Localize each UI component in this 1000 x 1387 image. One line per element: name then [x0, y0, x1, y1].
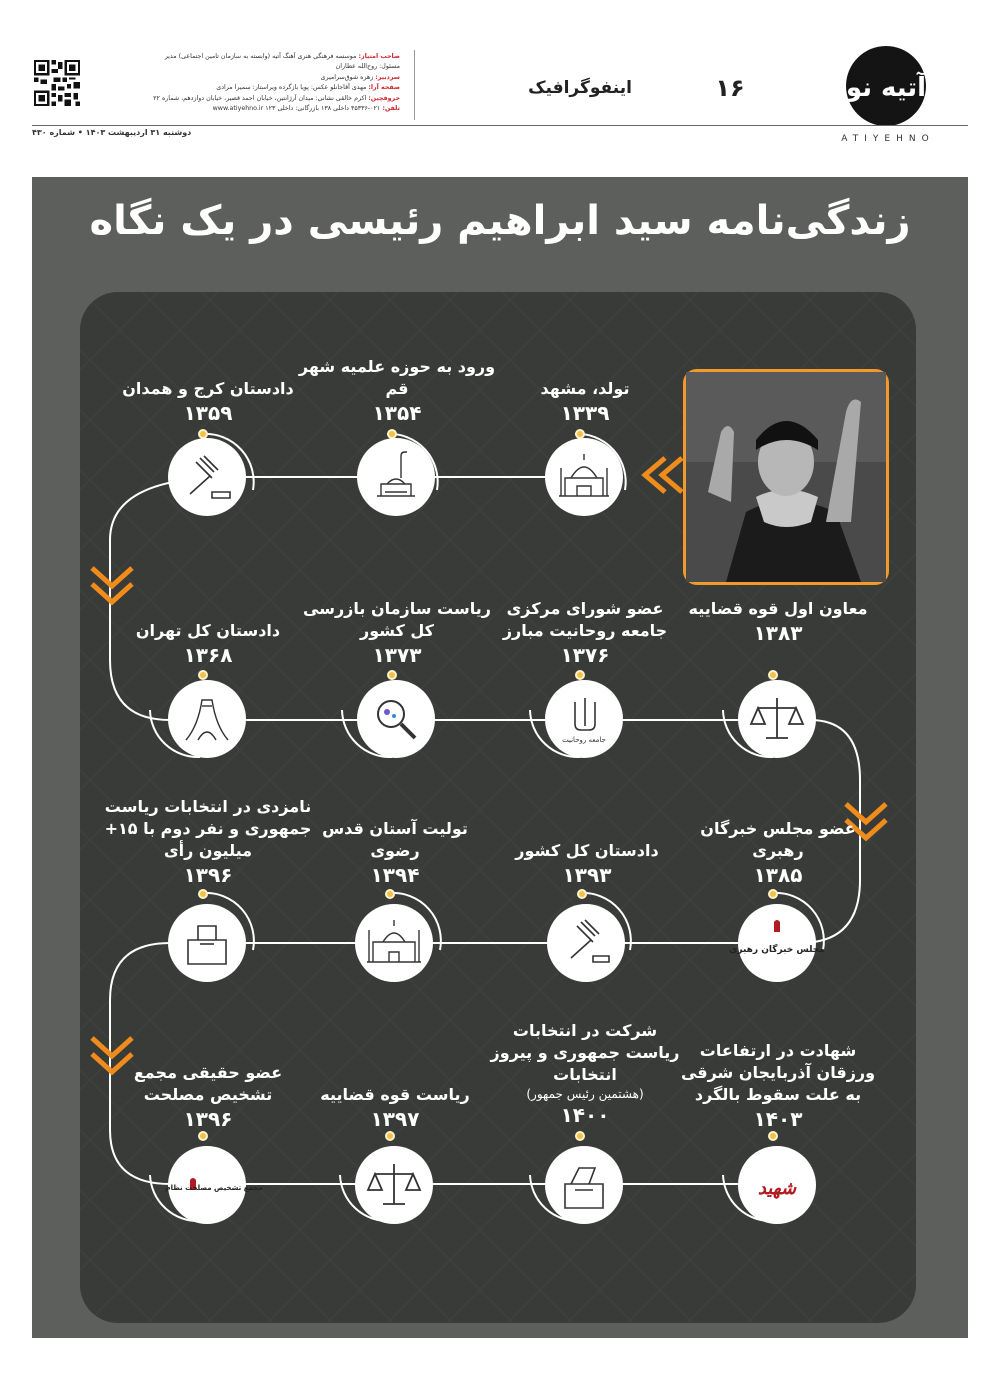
- event-year: ۱۳۵۹: [183, 401, 233, 425]
- event-title: ریاست سازمان بازرسی کل کشور: [303, 599, 491, 640]
- timeline-label: [108, 1062, 308, 1130]
- timeline-dot: [768, 670, 778, 680]
- timeline-node-inspection[interactable]: [357, 680, 435, 758]
- timeline-label: [297, 356, 497, 424]
- masthead-line: صاحب امتیاز: موسسه فرهنگی هنری آهنگ آتیه (وابسته به سازمان تامین اجتماعی) مدیر مسئول: روح‌الله عطاران: [164, 53, 400, 71]
- page-number: ۱۶: [715, 74, 745, 102]
- event-year: ۱۴۰۰: [560, 1103, 610, 1127]
- svg-text:مجلس خبرگان رهبری: مجلس خبرگان رهبری: [729, 945, 825, 955]
- event-title: ریاست قوه قضاییه: [320, 1085, 470, 1104]
- magnifier-icon: [357, 680, 435, 758]
- timeline-node-head-judiciary[interactable]: [355, 1146, 433, 1224]
- event-year: ۱۳۷۳: [372, 643, 422, 667]
- ballot-box-icon: [545, 1146, 623, 1224]
- expediency-council-logo-icon: [165, 1146, 263, 1224]
- ballot-box-icon: [168, 904, 246, 982]
- timeline-node-assembly-experts[interactable]: [729, 904, 825, 982]
- timeline-dot: [198, 889, 208, 899]
- event-title: تولیت آستان قدس رضوی: [322, 819, 468, 860]
- timeline-dot: [385, 889, 395, 899]
- timeline-node-karaj-prosecutor[interactable]: [168, 438, 246, 516]
- timeline-node-clergy-council[interactable]: [545, 680, 623, 758]
- svg-text:مجمع تشخیص مصلحت نظام: مجمع تشخیص مصلحت نظام: [165, 1184, 263, 1192]
- event-year: ۱۳۳۹: [560, 401, 610, 425]
- portrait-photo: [683, 369, 889, 585]
- timeline-label: [487, 840, 687, 886]
- timeline-node-presidency[interactable]: [545, 1146, 623, 1224]
- seminary-icon: [357, 438, 435, 516]
- event-title: نامزدی در انتخابات ریاست جمهوری و نفر دوم با ۱۵+ میلیون رأی: [104, 797, 312, 860]
- masthead-line: تلفن: ۰۲۱-۴۵۳۳۶ داخلی ۱۳۸ بازرگانی: داخلی ۱۲۳ www.atiyehno.ir: [212, 105, 400, 113]
- timeline-dot: [577, 889, 587, 899]
- timeline-label: [108, 378, 308, 424]
- masthead-line: سردبیر: زهره شوق‌سرامیری: [320, 73, 400, 81]
- timeline-label: [678, 818, 878, 886]
- timeline-label: [485, 1020, 685, 1126]
- event-year: ۱۳۶۸: [183, 643, 233, 667]
- timeline-node-birth[interactable]: [545, 438, 623, 516]
- event-title: عضو حقیقی مجمع تشخیص مصلحت: [133, 1063, 283, 1104]
- event-title: عضو مجلس خبرگان رهبری: [700, 819, 856, 860]
- timeline-node-expediency-council[interactable]: [165, 1146, 263, 1224]
- timeline-dot: [198, 670, 208, 680]
- event-year: ۱۳۸۳: [753, 621, 803, 645]
- masthead-line: حروفچین: اکرم خالقی نشانی: میدان آرژانتین، خیابان احمد قصیر، خیابان دوازدهم، شماره ۲۲: [153, 94, 400, 102]
- scales-icon: [355, 1146, 433, 1224]
- timeline-label: [678, 598, 878, 644]
- shrine-icon: [355, 904, 433, 982]
- scales-icon: [738, 680, 816, 758]
- timeline-dot: [387, 670, 397, 680]
- timeline-label: [295, 1084, 495, 1130]
- timeline-label: [295, 818, 495, 886]
- timeline-label: [98, 796, 318, 886]
- event-year: ۱۳۷۶: [560, 643, 610, 667]
- event-year: ۱۳۹۴: [370, 863, 420, 887]
- event-title: دادستان کل تهران: [135, 621, 281, 640]
- event-title: عضو شورای مرکزی جامعه روحانیت مبارز: [502, 599, 668, 640]
- timeline-node-tehran-prosecutor[interactable]: [168, 680, 246, 758]
- timeline-dot: [198, 1131, 208, 1141]
- masthead-line: صفحه آرا: مهدی آقاجانلو عکس: پویا بازگرده ویراستار: سمیرا مرادی: [216, 84, 400, 92]
- timeline-dot: [768, 1131, 778, 1141]
- section-title: اینفوگرافیک: [528, 78, 632, 98]
- event-title: معاون اول قوه قضاییه: [688, 599, 868, 618]
- timeline-node-astan-quds[interactable]: [355, 904, 433, 982]
- event-year: ۱۳۵۴: [372, 401, 422, 425]
- event-title: تولد، مشهد: [540, 379, 630, 398]
- timeline-node-attorney-general[interactable]: [547, 904, 625, 982]
- clergy-emblem-icon: [545, 680, 623, 758]
- event-title: شرکت در انتخابات ریاست جمهوری و پیروز انتخابات: [490, 1021, 680, 1084]
- event-title: شهادت در ارتفاعات ورزقان آذربایجان شرقی به علت سقوط بالگرد: [680, 1041, 876, 1104]
- timeline-node-first-deputy-judiciary[interactable]: [738, 680, 816, 758]
- event-year: ۱۳۸۵: [753, 863, 803, 887]
- event-year: ۱۴۰۳: [753, 1107, 803, 1131]
- event-title: دادستان کرج و همدان: [122, 379, 294, 398]
- event-title: دادستان کل کشور: [515, 841, 659, 860]
- assembly-experts-logo-icon: [729, 904, 825, 982]
- event-title: ورود به حوزه علمیه شهر قم: [298, 357, 496, 398]
- svg-text:آتیه نو: آتیه نو: [845, 73, 927, 103]
- timeline-dot: [385, 1131, 395, 1141]
- infographic-title: زندگی‌نامه سید ابراهیم رئیسی در یک نگاه: [89, 198, 911, 244]
- event-note: (هشتمین رئیس جمهور): [526, 1087, 644, 1101]
- timeline-dot: [575, 1131, 585, 1141]
- timeline-node-seminary[interactable]: [357, 438, 435, 516]
- timeline-label: [108, 620, 308, 666]
- timeline-node-martyrdom[interactable]: [738, 1146, 816, 1224]
- gavel-icon: [168, 438, 246, 516]
- logo-subtitle: ATIYEHNO: [841, 134, 935, 144]
- event-year: ۱۳۹۳: [562, 863, 612, 887]
- timeline-dot: [768, 889, 778, 899]
- svg-text:جامعه روحانیت: جامعه روحانیت: [562, 736, 606, 744]
- gavel-icon: [547, 904, 625, 982]
- timeline-dot: [575, 670, 585, 680]
- timeline-label: [485, 598, 685, 666]
- event-year: ۱۳۹۶: [183, 1107, 233, 1131]
- timeline-label: [297, 598, 497, 666]
- timeline-label: [678, 1040, 878, 1130]
- azadi-tower-icon: [168, 680, 246, 758]
- event-year: ۱۳۹۷: [370, 1107, 420, 1131]
- event-year: ۱۳۹۶: [183, 863, 233, 887]
- shrine-icon: [545, 438, 623, 516]
- martyr-calligraphy-icon: [738, 1146, 816, 1224]
- dateline: دوشنبه ۳۱ اردیبهشت ۱۴۰۳ • شماره ۴۳۰: [32, 128, 192, 137]
- svg-text:شهید: شهید: [757, 1178, 797, 1199]
- timeline-node-candidacy-2017[interactable]: [168, 904, 246, 982]
- timeline-label: [485, 378, 685, 424]
